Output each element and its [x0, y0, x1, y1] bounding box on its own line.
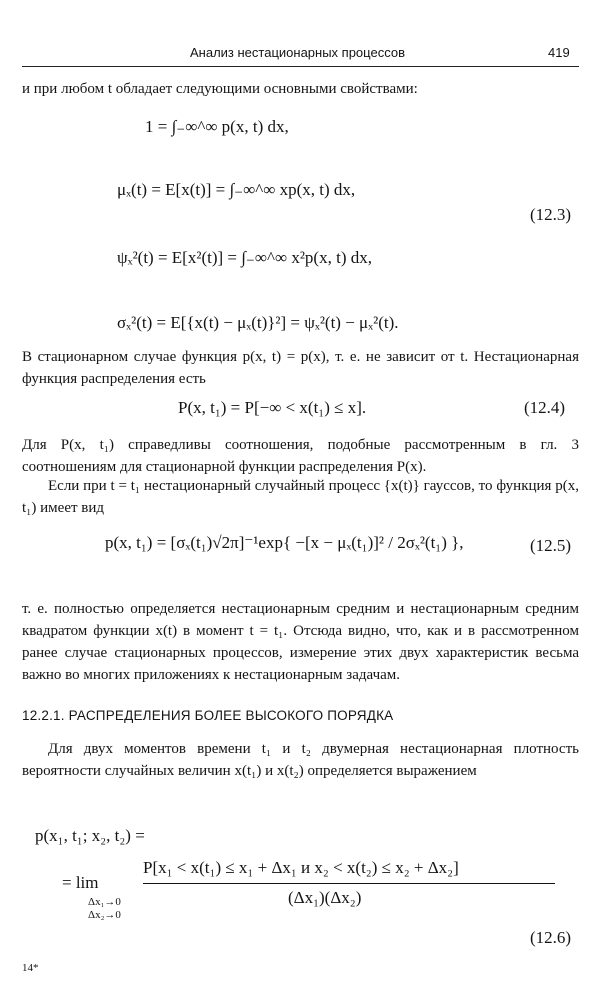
equation-mean-square: ψₓ²(t) = E[x²(t)] = ∫₋∞^∞ x²p(x, t) dx, — [117, 248, 372, 267]
equation-number-12-6: (12.6) — [530, 928, 572, 947]
equation-distribution: P(x, t₁) = P[−∞ < x(t₁) ≤ x]. — [178, 398, 367, 417]
signature-mark: 14* — [22, 962, 39, 974]
equation-mean: μₓ(t) = E[x(t)] = ∫₋∞^∞ xp(x, t) dx, — [117, 180, 356, 199]
limit-subscript-1: Δx₁→0 — [88, 896, 121, 908]
equation-gaussian-density: p(x, t₁) = [σₓ(t₁)√2π]⁻¹exp{ −[x − μₓ(t₁)]² / 2σₓ²(t₁) }, — [105, 533, 464, 552]
running-header: Анализ нестационарных процессов — [190, 45, 405, 60]
page-number: 419 — [548, 45, 570, 60]
paragraph-relations: Для P(x, t₁) справедливы соотношения, подобные рассмотренным в гл. 3 соотношениям для стационарной функции распределения P(x). — [22, 437, 579, 475]
equation-number-12-4: (12.4) — [524, 398, 566, 417]
equation-limit: = lim — [62, 873, 99, 892]
equation-total-probability: 1 = ∫₋∞^∞ p(x, t) dx, — [145, 117, 289, 136]
equation-number-12-5: (12.5) — [530, 536, 572, 555]
paragraph-gaussian: Если при t = t₁ нестационарный случайный процесс {x(t)} гауссов, то функция p(x, t₁) имеет вид — [22, 478, 579, 516]
paragraph-stationary: В стационарном случае функция p(x, t) = p(x), т. е. не зависит от t. Нестационарная функция распределения есть — [22, 349, 579, 387]
equation-variance: σₓ²(t) = E[{x(t) − μₓ(t)}²] = ψₓ²(t) − μₓ²(t). — [117, 313, 399, 332]
equation-joint-density-lhs: p(x₁, t₁; x₂, t₂) = — [35, 826, 145, 845]
paragraph-mean-square: т. е. полностью определяется нестационарным средним и нестационарным средним квадратом функции x(t) в момент t = t₁. Отсюда видно, что, как и в рассмотренном ранее случае стационарных процессов, измерение этих двух характеристик весьма важно во многих приложениях к нестационарным задачам. — [22, 601, 579, 683]
fraction-denominator: (Δx₁)(Δx₂) — [288, 888, 362, 907]
intro-line: и при любом t обладает следующими основными свойствами: — [22, 81, 418, 97]
paragraph-two-moments: Для двух моментов времени t₁ и t₂ двумерная нестационарная плотность вероятности случайных величин x(t₁) и x(t₂) определяется выражением — [22, 741, 579, 779]
section-heading: 12.2.1. РАСПРЕДЕЛЕНИЯ БОЛЕЕ ВЫСОКОГО ПОРЯДКА — [22, 708, 394, 723]
equation-number-12-3: (12.3) — [530, 205, 572, 224]
fraction-bar — [143, 883, 555, 884]
fraction-numerator: P[x₁ < x(t₁) ≤ x₁ + Δx₁ и x₂ < x(t₂) ≤ x₂ + Δx₂] — [143, 858, 459, 877]
header-rule — [22, 66, 579, 67]
limit-subscript-2: Δx₂→0 — [88, 909, 121, 921]
